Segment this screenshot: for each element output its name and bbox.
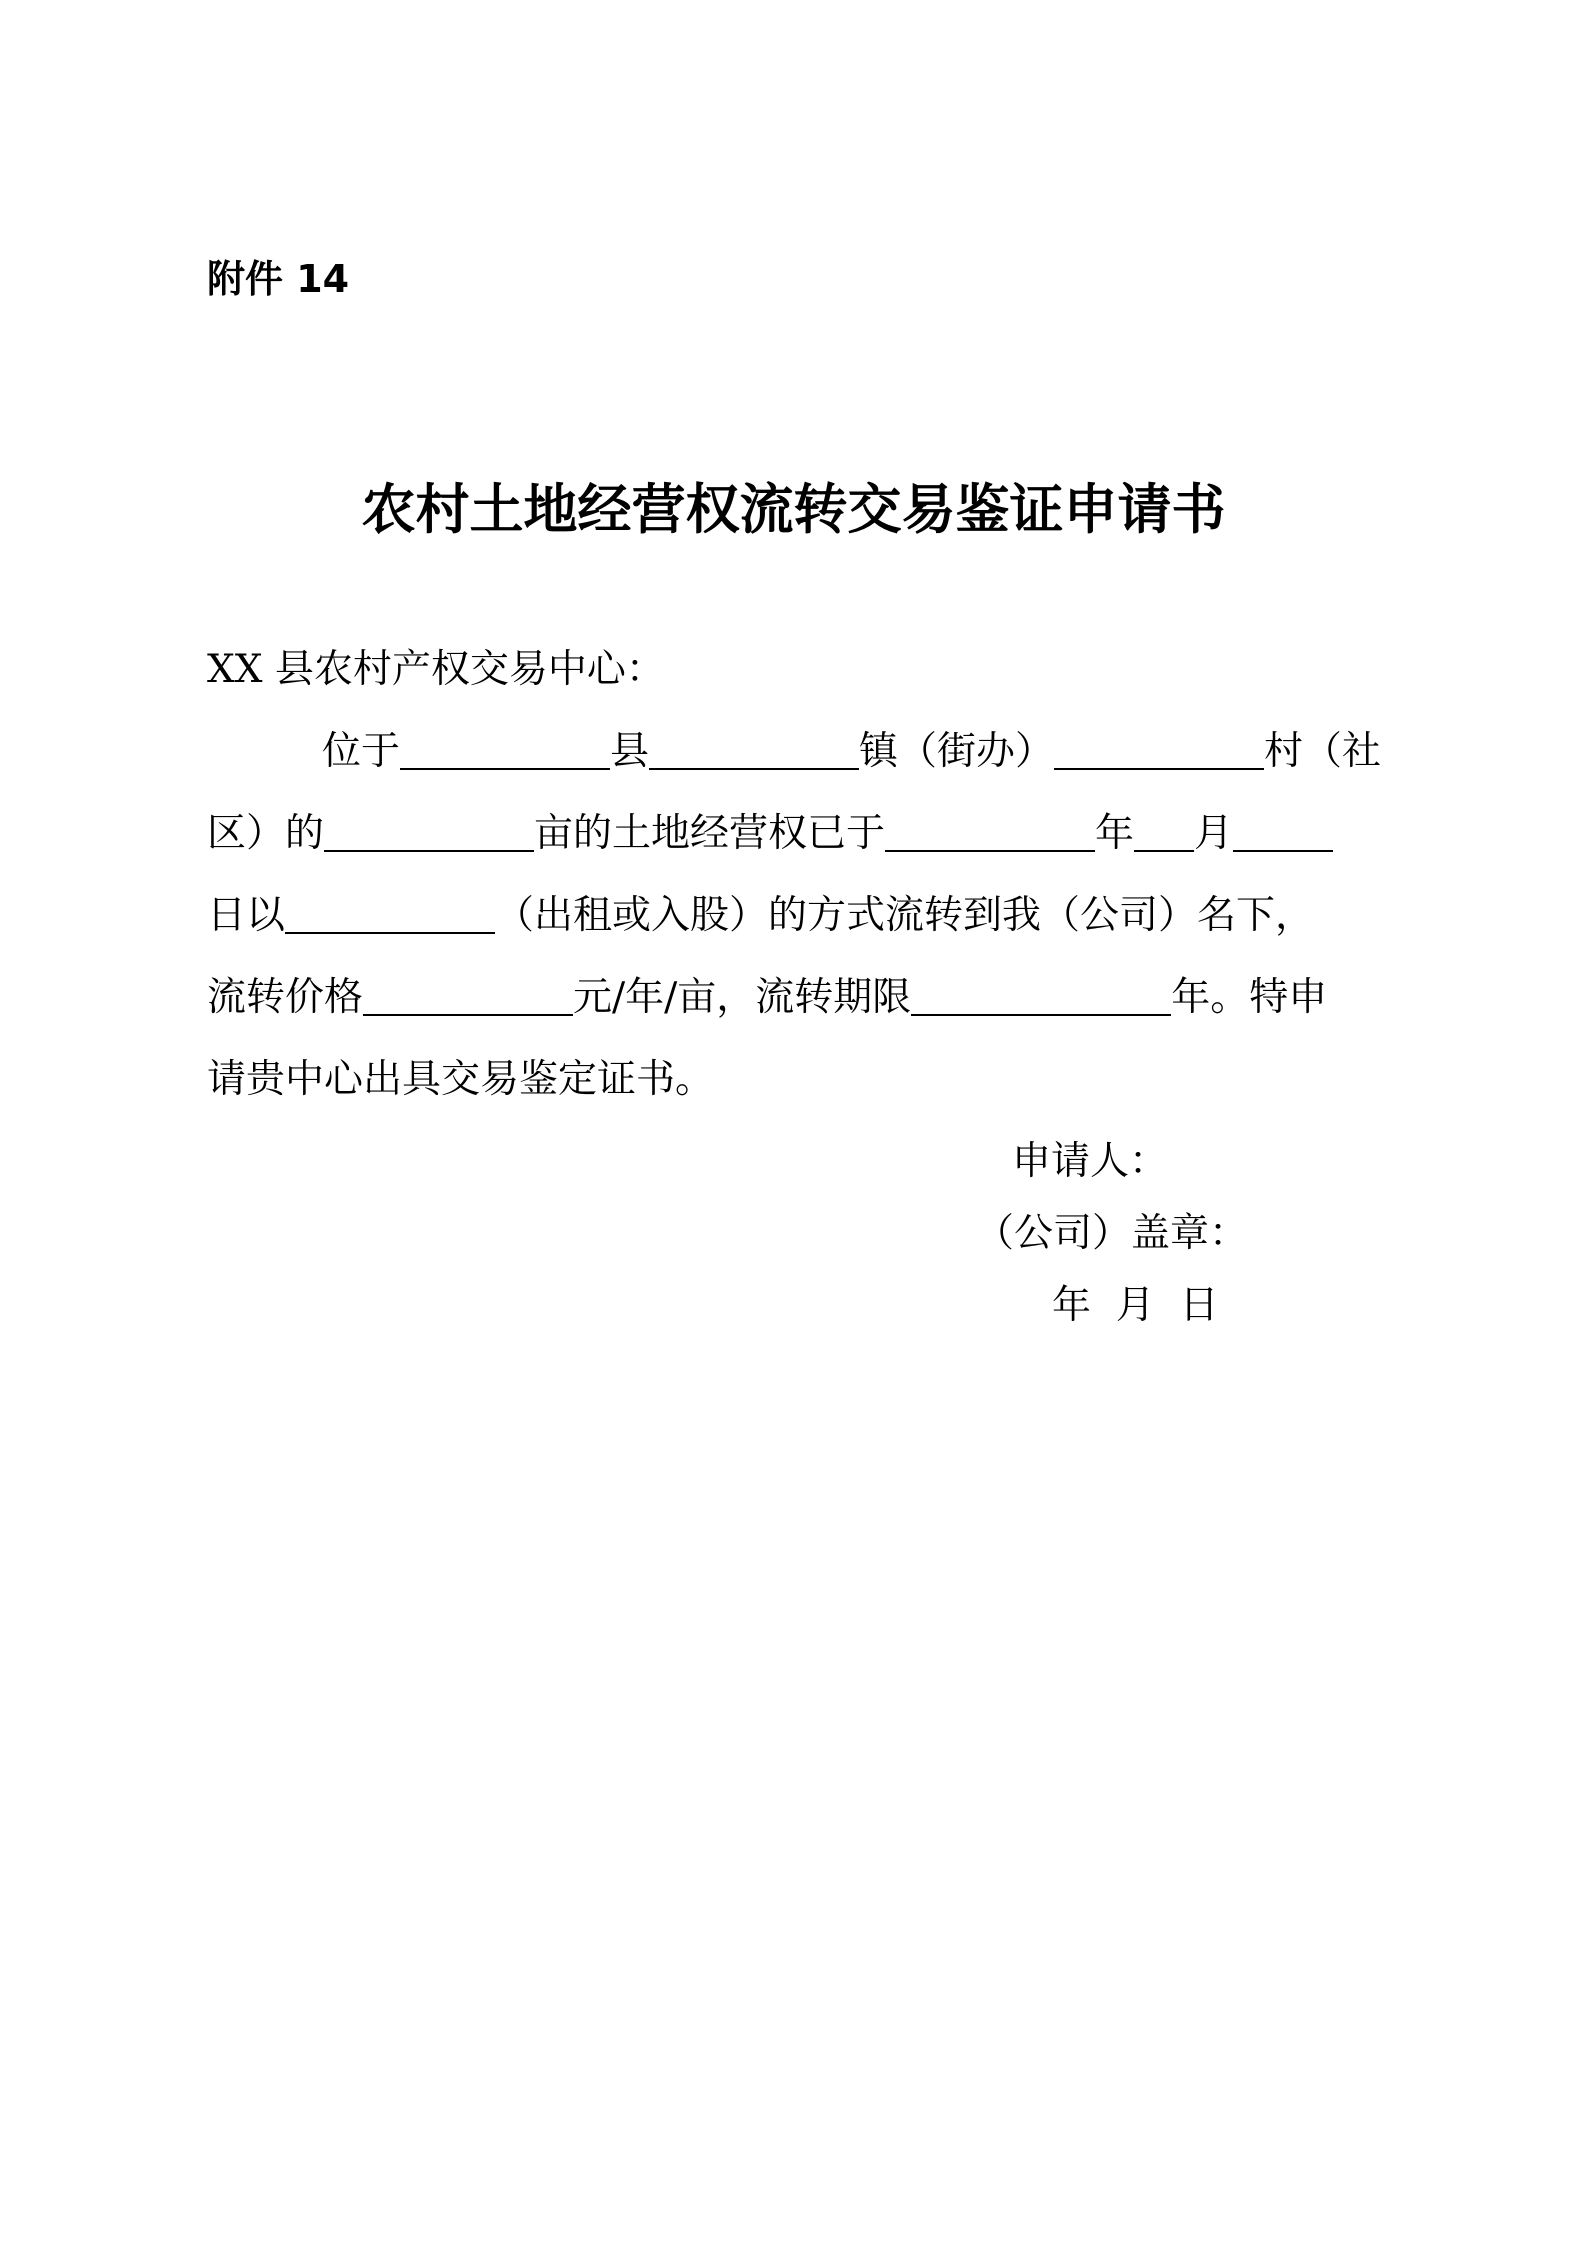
county-blank bbox=[400, 724, 610, 770]
month-blank bbox=[1134, 806, 1194, 852]
town-blank bbox=[649, 724, 859, 770]
text-village: 村（社 bbox=[1264, 729, 1382, 774]
year-blank bbox=[885, 806, 1095, 852]
text-year: 年 bbox=[1095, 811, 1135, 856]
term-blank bbox=[911, 970, 1171, 1016]
body-line-4 bbox=[207, 968, 1327, 1028]
text-month: 月 bbox=[1194, 811, 1234, 856]
village-blank bbox=[1054, 724, 1264, 770]
text-area: 亩的土地经营权已于 bbox=[534, 811, 886, 856]
text-price: 流转价格 bbox=[207, 975, 364, 1020]
price-blank bbox=[363, 970, 573, 1016]
text-method: （出租或入股）的方式流转到我（公司）名下， bbox=[495, 893, 1315, 938]
attachment-label: 附件 14 bbox=[207, 257, 350, 301]
addressee-line: XX 县农村产权交易中心： bbox=[207, 647, 665, 692]
document-title: 农村土地经营权流转交易鉴证申请书 bbox=[361, 478, 1226, 541]
applicant-label: 申请人： bbox=[1012, 1139, 1169, 1184]
method-blank bbox=[285, 888, 495, 934]
text-request: 年。特申 bbox=[1171, 975, 1328, 1020]
text-community: 区）的 bbox=[207, 811, 325, 856]
seal-label: （公司）盖章： bbox=[975, 1211, 1249, 1256]
text-county: 县 bbox=[610, 729, 650, 774]
body-line-3 bbox=[207, 886, 1314, 946]
body-line-2 bbox=[207, 804, 1333, 864]
body-line-5: 请贵中心出具交易鉴定证书。 bbox=[207, 1057, 715, 1102]
text-located-at: 位于 bbox=[322, 729, 401, 774]
text-term: 元/年/亩，流转期限 bbox=[573, 975, 912, 1020]
text-town: 镇（街办） bbox=[859, 729, 1055, 774]
body-line-1 bbox=[322, 722, 1381, 782]
date-label: 年 月 日 bbox=[1052, 1283, 1219, 1328]
day-blank bbox=[1233, 806, 1333, 852]
text-day: 日以 bbox=[207, 893, 286, 938]
area-blank bbox=[324, 806, 534, 852]
